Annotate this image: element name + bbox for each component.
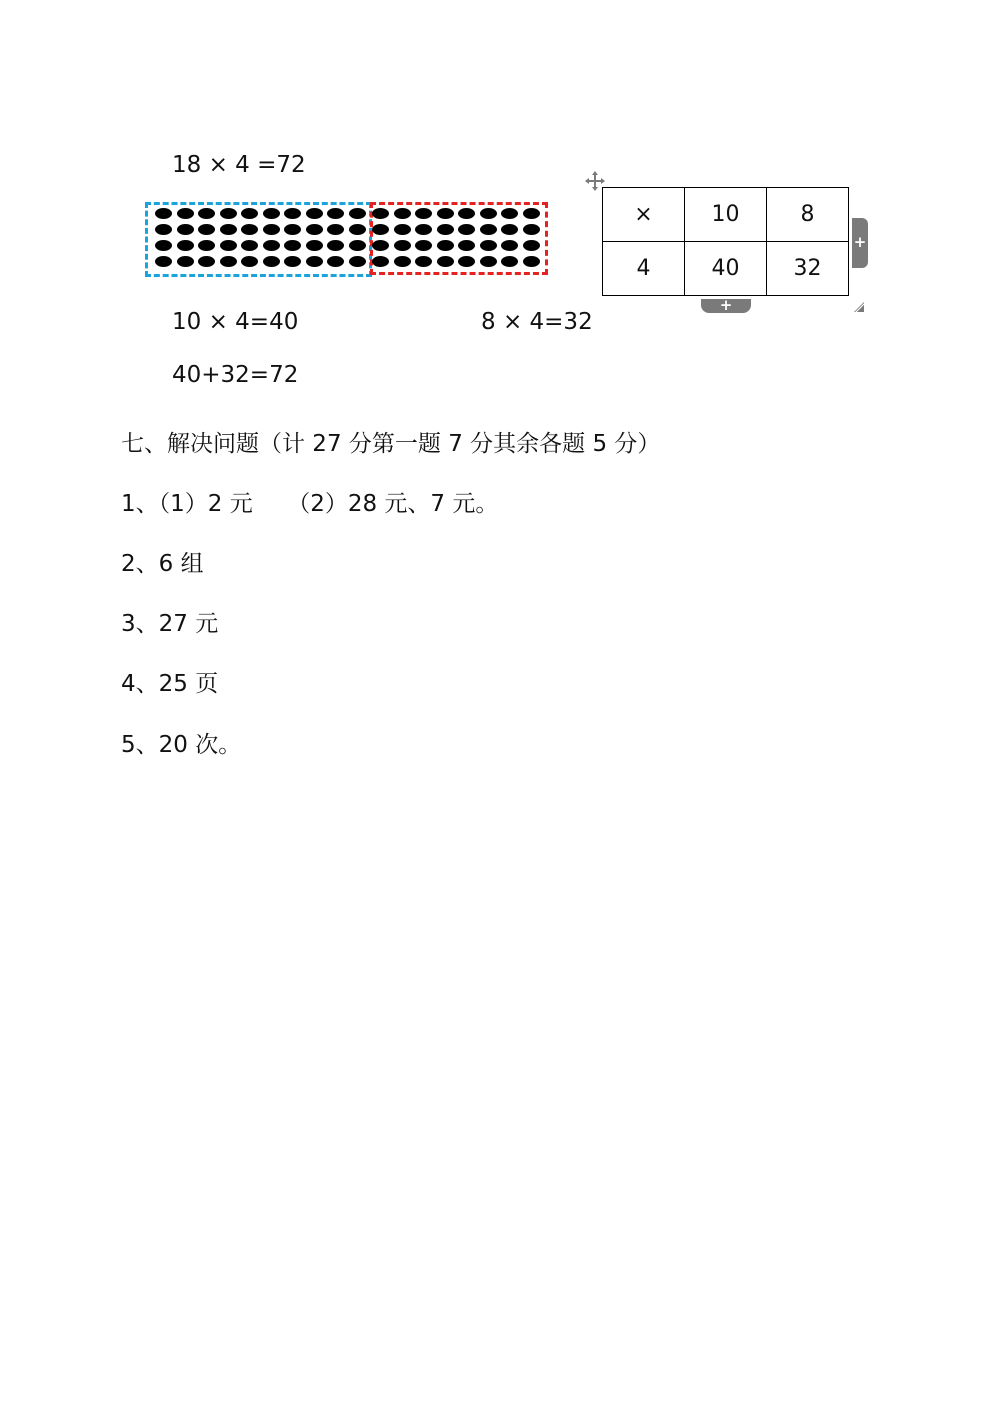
table-cell[interactable]: 4 [603,242,685,296]
dot-left-group [306,240,323,251]
dot-right-group [458,208,475,219]
answer-2: 2、6 组 [121,551,204,577]
equation-total: 18 × 4 =72 [172,152,306,178]
table-cell[interactable]: 10 [685,188,767,242]
dot-right-group [480,240,497,251]
dot-left-group [198,208,215,219]
dot-left-group [306,256,323,267]
dot-right-group [480,224,497,235]
dot-left-group [177,224,194,235]
dot-right-group [372,224,389,235]
section-heading: 七、解决问题（计 27 分第一题 7 分其余各题 5 分） [121,431,661,457]
dot-right-group [394,240,411,251]
dot-left-group [284,256,301,267]
dot-left-group [155,256,172,267]
dot-left-group [241,256,258,267]
dot-right-group [501,256,518,267]
dot-right-group [458,224,475,235]
dot-right-group [437,224,454,235]
dot-left-group [349,240,366,251]
dot-left-group [220,240,237,251]
dot-right-group [480,208,497,219]
dot-left-group [327,224,344,235]
table-row [603,242,849,296]
equation-sum: 40+32=72 [172,362,299,388]
dot-left-group [263,240,280,251]
dot-right-group [523,208,540,219]
dot-left-group [155,208,172,219]
dot-left-group [349,256,366,267]
multiplication-table [602,187,849,296]
dot-left-group [349,208,366,219]
dot-right-group [437,256,454,267]
dot-right-group [523,256,540,267]
dot-right-group [501,208,518,219]
dot-left-group [306,224,323,235]
dot-right-group [372,240,389,251]
dot-left-group [241,208,258,219]
answer-5: 5、20 次。 [121,732,242,758]
equation-left-part: 10 × 4=40 [172,309,299,335]
dot-left-group [155,224,172,235]
dot-right-group [501,240,518,251]
resize-icon[interactable] [852,300,866,314]
plus-icon: + [853,233,867,251]
dot-left-group [327,208,344,219]
table-cell[interactable]: 32 [767,242,849,296]
dot-right-group [415,256,432,267]
dot-left-group [263,208,280,219]
dot-right-group [415,240,432,251]
dot-right-group [480,256,497,267]
dot-left-group [198,256,215,267]
dot-left-group [241,240,258,251]
dot-right-group [394,256,411,267]
dot-left-group [284,224,301,235]
dot-left-group [177,256,194,267]
dot-left-group [284,240,301,251]
dot-right-group [415,224,432,235]
dot-left-group [349,224,366,235]
add-column-button[interactable] [852,218,868,268]
dot-right-group [372,208,389,219]
dot-left-group [284,208,301,219]
dot-left-group [177,240,194,251]
dot-left-group [327,256,344,267]
dot-right-group [458,256,475,267]
dot-left-group [263,256,280,267]
dot-right-group [458,240,475,251]
equation-right-part: 8 × 4=32 [481,309,593,335]
dot-left-group [241,224,258,235]
dot-left-group [220,256,237,267]
dot-right-group [523,224,540,235]
dot-left-group [220,208,237,219]
dot-left-group [327,240,344,251]
table-cell[interactable]: 40 [685,242,767,296]
dot-right-group [394,224,411,235]
table-cell[interactable]: 8 [767,188,849,242]
plus-icon: + [719,296,733,314]
dot-right-group [415,208,432,219]
dot-left-group [198,240,215,251]
dot-right-group [501,224,518,235]
table-row [603,188,849,242]
dot-right-group [437,208,454,219]
answer-1: 1、（1）2 元 （2）28 元、7 元。 [121,491,499,517]
dot-left-group [177,208,194,219]
dot-right-group [394,208,411,219]
table-cell[interactable]: × [603,188,685,242]
dot-left-group [263,224,280,235]
dot-left-group [220,224,237,235]
dot-left-group [155,240,172,251]
dot-left-group [198,224,215,235]
dot-left-group [306,208,323,219]
add-row-button[interactable] [701,296,751,314]
dot-right-group [523,240,540,251]
dot-array [155,208,545,270]
answer-4: 4、25 页 [121,671,219,697]
dot-right-group [372,256,389,267]
answer-3: 3、27 元 [121,611,219,637]
dot-right-group [437,240,454,251]
